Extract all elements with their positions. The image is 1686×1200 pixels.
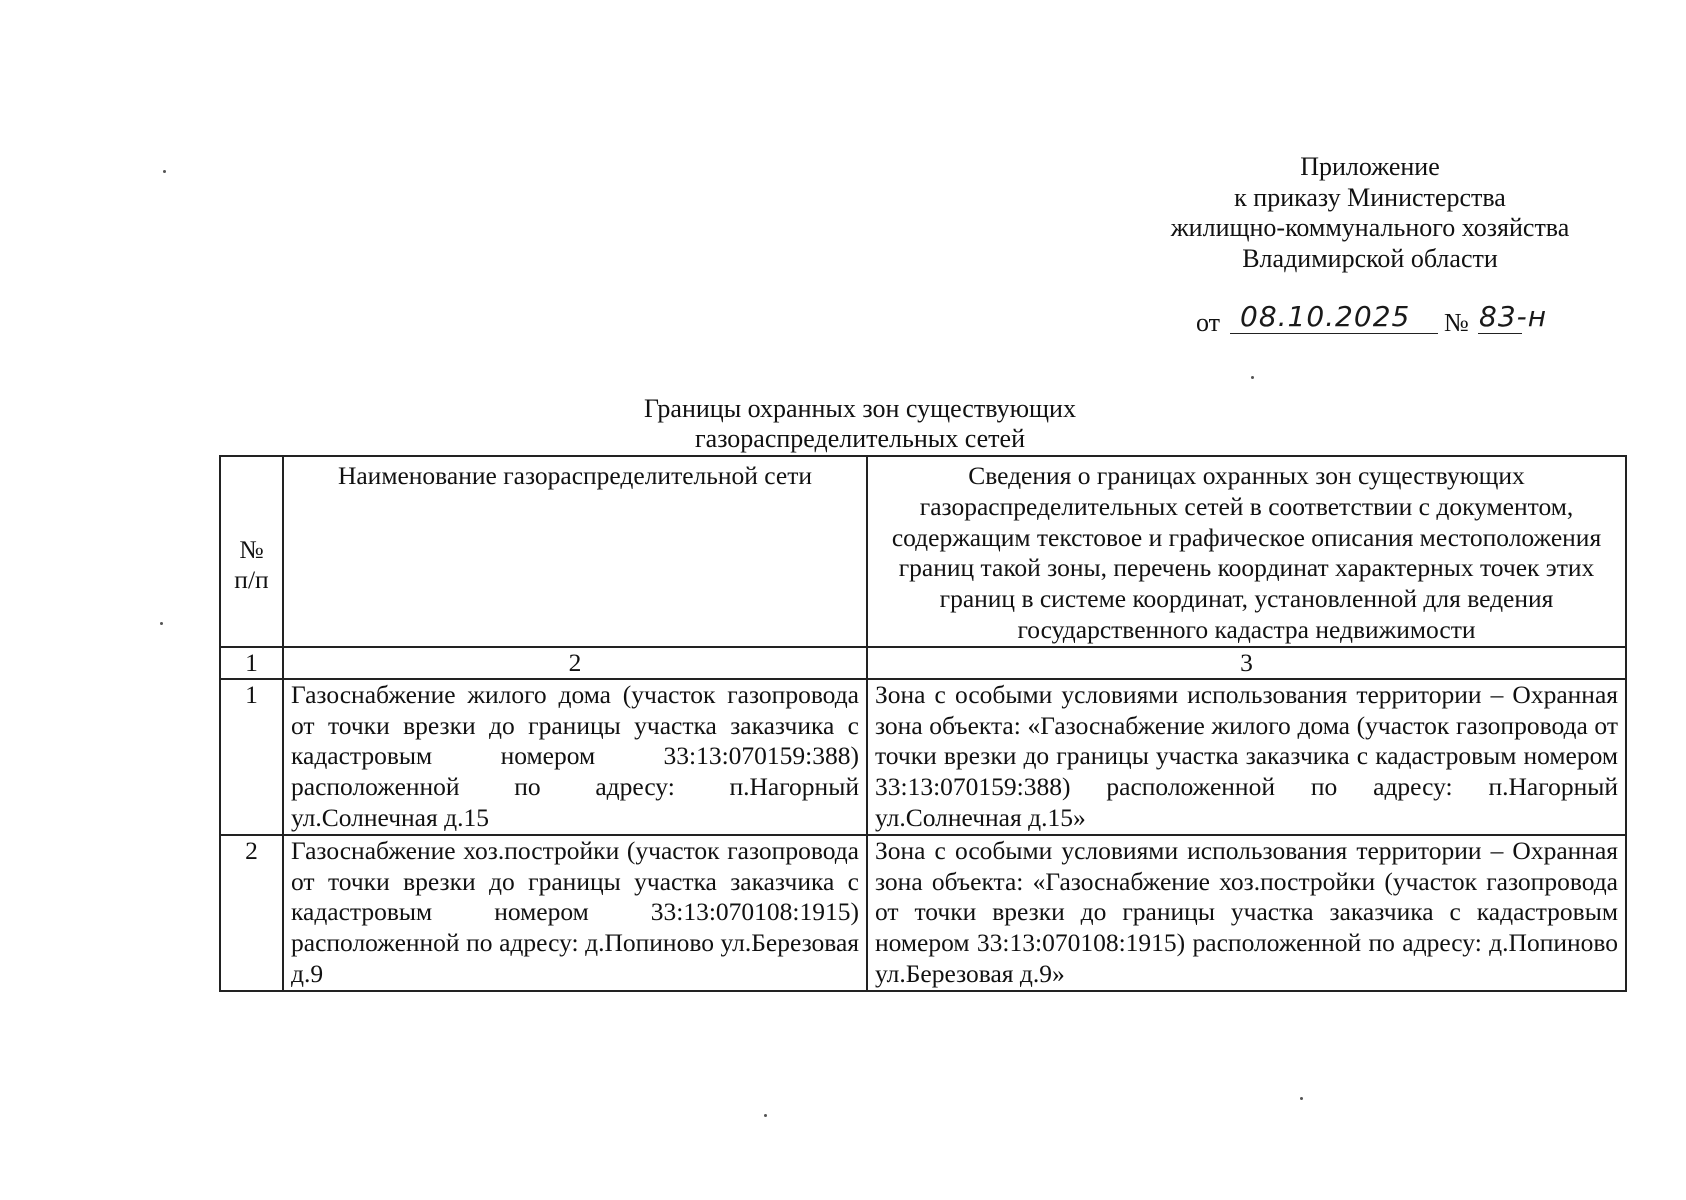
order-date-number	[1196, 300, 1616, 340]
appendix-line: Владимирской области	[1242, 243, 1498, 273]
appendix-line: Приложение	[1300, 152, 1440, 181]
scan-speck	[1300, 1097, 1303, 1100]
header-name: Наименование газораспределительной сети	[283, 456, 867, 647]
table-header-row	[220, 456, 1626, 647]
table-row	[220, 679, 1626, 835]
appendix-line: к приказу Министерства	[1234, 182, 1506, 212]
date-prefix: от	[1196, 308, 1221, 337]
handwritten-number: 83-н	[1479, 300, 1548, 333]
row-number: 2	[220, 835, 283, 991]
column-number-row	[220, 647, 1626, 679]
handwritten-date: 08.10.2025	[1240, 300, 1411, 333]
number-prefix: №	[1444, 308, 1469, 337]
column-number: 1	[220, 647, 283, 679]
scan-speck	[764, 1114, 767, 1117]
header-info: Сведения о границах охранных зон существующих газораспределительных сетей в соответствии с документом, содержащим текстовое и графическое описания местоположения границ такой зоны, перечень координат характерных точек этих границ в системе координат, установленной для ведения государственного кадастра недвижимости	[867, 456, 1626, 647]
date-underline	[1230, 333, 1438, 334]
scan-speck	[160, 622, 163, 625]
scan-speck	[1251, 376, 1254, 379]
column-number: 3	[867, 647, 1626, 679]
title-line: Границы охранных зон существующих	[644, 394, 1076, 423]
row-number: 1	[220, 679, 283, 835]
scan-speck	[163, 170, 166, 173]
document-title	[560, 394, 1160, 454]
table-row	[220, 835, 1626, 991]
network-name-cell: Газоснабжение хоз.постройки (участок газопровода от точки врезки до границы участка заказчика с кадастровым номером 33:13:070108:1915) расположенной по адресу: д.Попиново ул.Березовая д.9	[283, 835, 867, 991]
zones-table	[219, 455, 1627, 992]
number-underline	[1478, 333, 1522, 334]
appendix-header	[1120, 152, 1620, 274]
zone-info-cell: Зона с особыми условиями использования территории – Охранная зона объекта: «Газоснабжение жилого дома (участок газопровода от точки врезки до границы участка заказчика с кадастровым номером 33:13:070159:388) расположенной по адресу: п.Нагорный ул.Солнечная д.15»	[867, 679, 1626, 835]
appendix-line: жилищно-коммунального хозяйства	[1170, 213, 1570, 242]
header-num: № п/п	[220, 456, 283, 647]
column-number: 2	[283, 647, 867, 679]
network-name-cell: Газоснабжение жилого дома (участок газопровода от точки врезки до границы участка заказчика с кадастровым номером 33:13:070159:388) расположенной по адресу: п.Нагорный ул.Солнечная д.15	[283, 679, 867, 835]
zone-info-cell: Зона с особыми условиями использования территории – Охранная зона объекта: «Газоснабжение хоз.постройки (участок газопровода от точки врезки до границы участка заказчика с кадастровым номером 33:13:070108:1915) расположенной по адресу: д.Попиново ул.Березовая д.9»	[867, 835, 1626, 991]
title-line: газораспределительных сетей	[694, 424, 1025, 453]
